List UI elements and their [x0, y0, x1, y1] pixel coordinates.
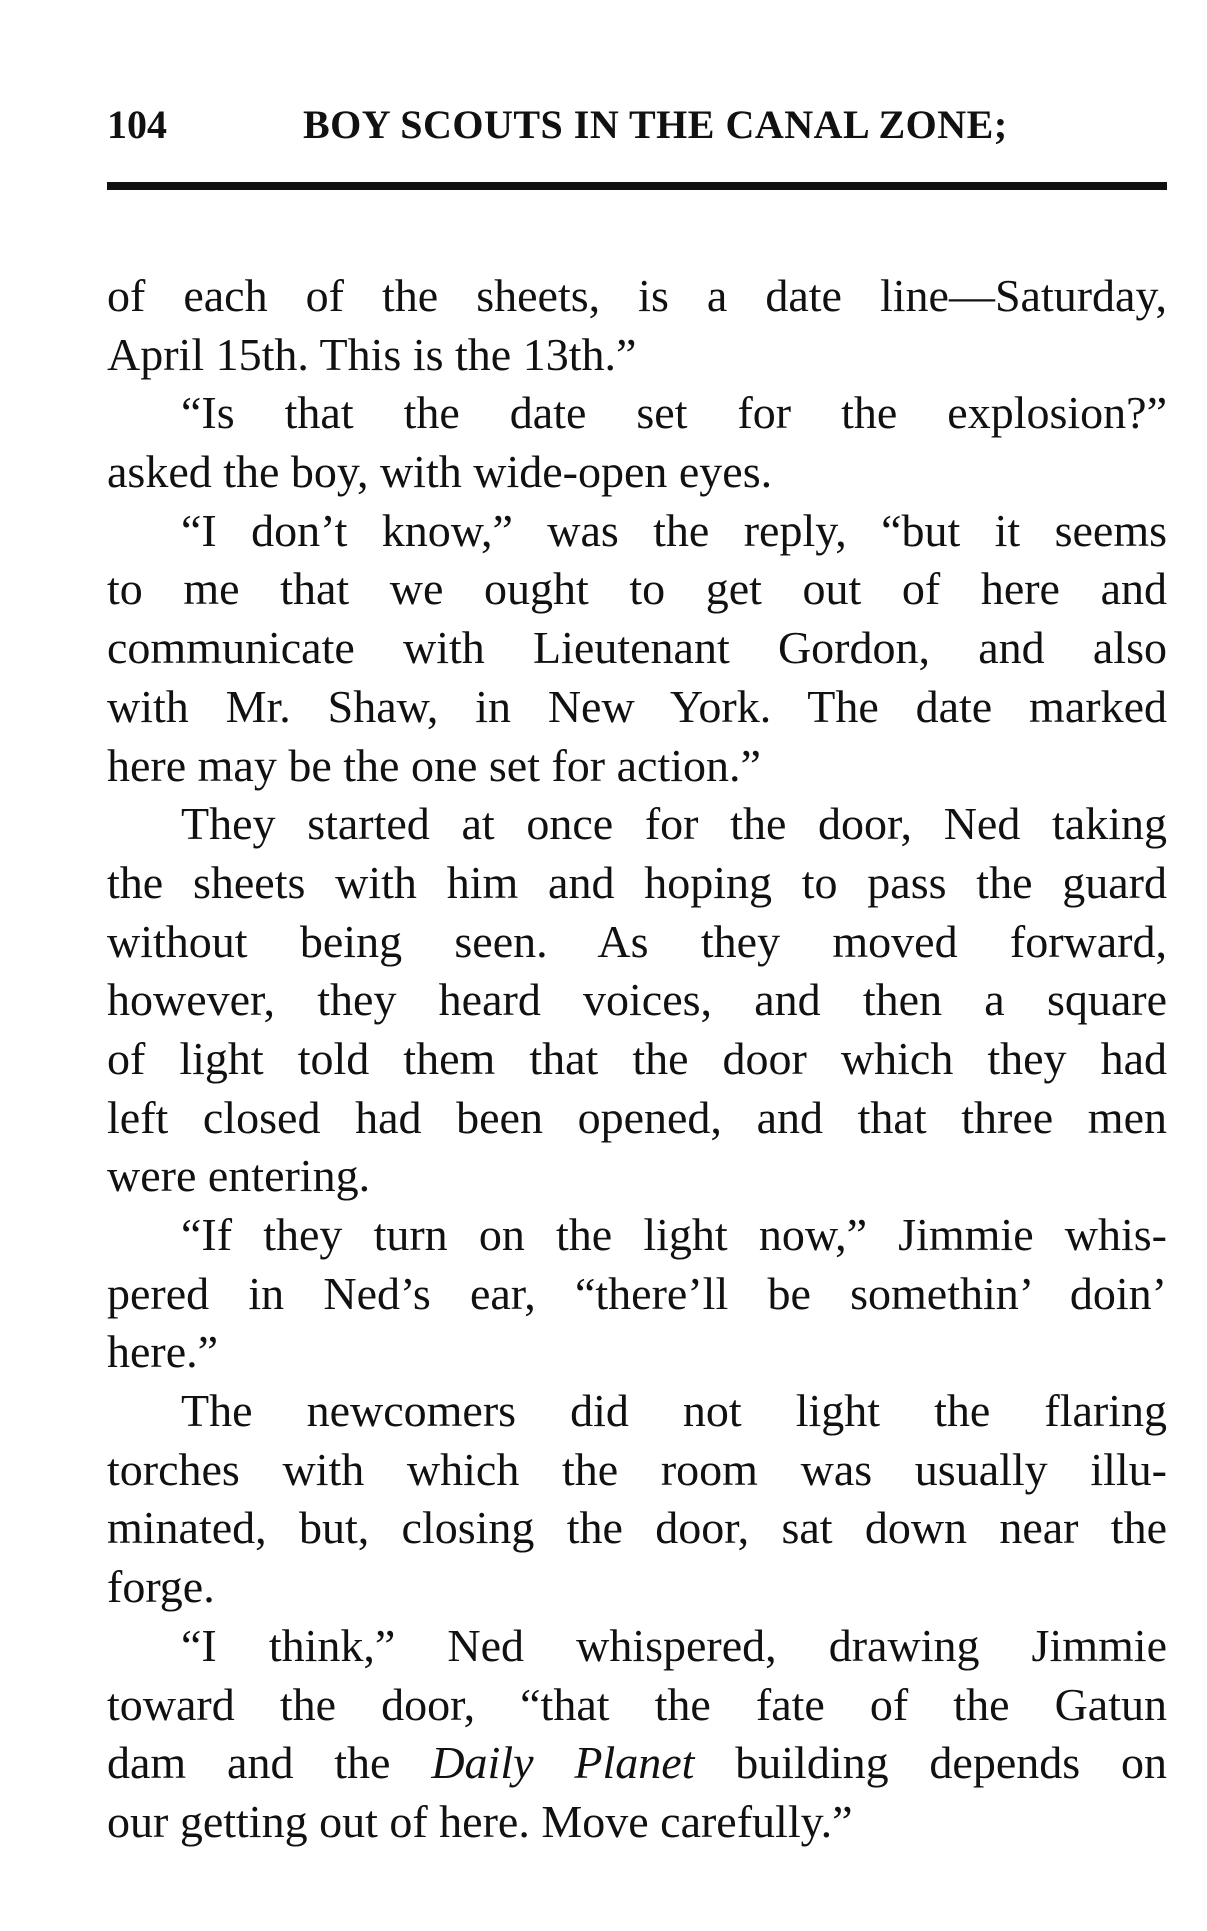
- text-line: however, they heard voices, and then a square: [107, 974, 1167, 1026]
- text-line: the sheets with him and hoping to pass the guard: [107, 856, 1167, 908]
- text-line: of each of the sheets, is a date line—Saturday,: [107, 270, 1167, 321]
- text-line: here.”: [107, 1326, 219, 1378]
- text-line: “If they turn on the light now,” Jimmie whis-: [181, 1209, 1167, 1260]
- text-line: “Is that the date set for the explosion?”: [181, 387, 1167, 439]
- text-line: asked the boy, with wide-open eyes.: [107, 446, 773, 498]
- page-header: [107, 92, 1167, 158]
- text-line: minated, but, closing the door, sat down near the: [107, 1502, 1167, 1554]
- body-text: [107, 267, 1167, 1852]
- text-segment: building depends on: [694, 1737, 1167, 1789]
- text-line: forge.: [107, 1561, 215, 1613]
- text-line: to me that we ought to get out of here and: [107, 563, 1167, 615]
- text-segment: dam and the: [107, 1737, 432, 1789]
- text-line: left closed had been opened, and that three men: [107, 1091, 1167, 1143]
- text-line: “I think,” Ned whispered, drawing Jimmie: [181, 1619, 1167, 1671]
- text-line: communicate with Lieutenant Gordon, and also: [107, 622, 1167, 674]
- text-line: pered in Ned’s ear, “there’ll be somethin’ doin’: [107, 1267, 1167, 1319]
- text-line: They started at once for the door, Ned taking: [181, 798, 1167, 850]
- running-title: BOY SCOUTS IN THE CANAL ZONE;: [303, 102, 1008, 147]
- text-line: of light told them that the door which they had: [107, 1032, 1167, 1084]
- text-line: with Mr. Shaw, in New York. The date marked: [107, 680, 1167, 732]
- text-line: toward the door, “that the fate of the Gatun: [107, 1678, 1167, 1730]
- text-line: here may be the one set for action.”: [107, 739, 761, 791]
- text-line: April 15th. This is the 13th.”: [107, 328, 637, 380]
- text-line: our getting out of here. Move carefully.”: [107, 1795, 853, 1847]
- text-line: were entering.: [107, 1150, 371, 1202]
- italic-title: Daily Planet: [431, 1737, 695, 1789]
- text-line: torches with which the room was usually illu-: [107, 1443, 1167, 1495]
- text-line: [107, 1734, 1167, 1793]
- text-line: “I don’t know,” was the reply, “but it seems: [181, 504, 1167, 556]
- text-line: without being seen. As they moved forward,: [107, 915, 1167, 967]
- header-rule: [107, 182, 1167, 190]
- page-number: 104: [107, 102, 167, 147]
- text-line: The newcomers did not light the flaring: [181, 1385, 1167, 1437]
